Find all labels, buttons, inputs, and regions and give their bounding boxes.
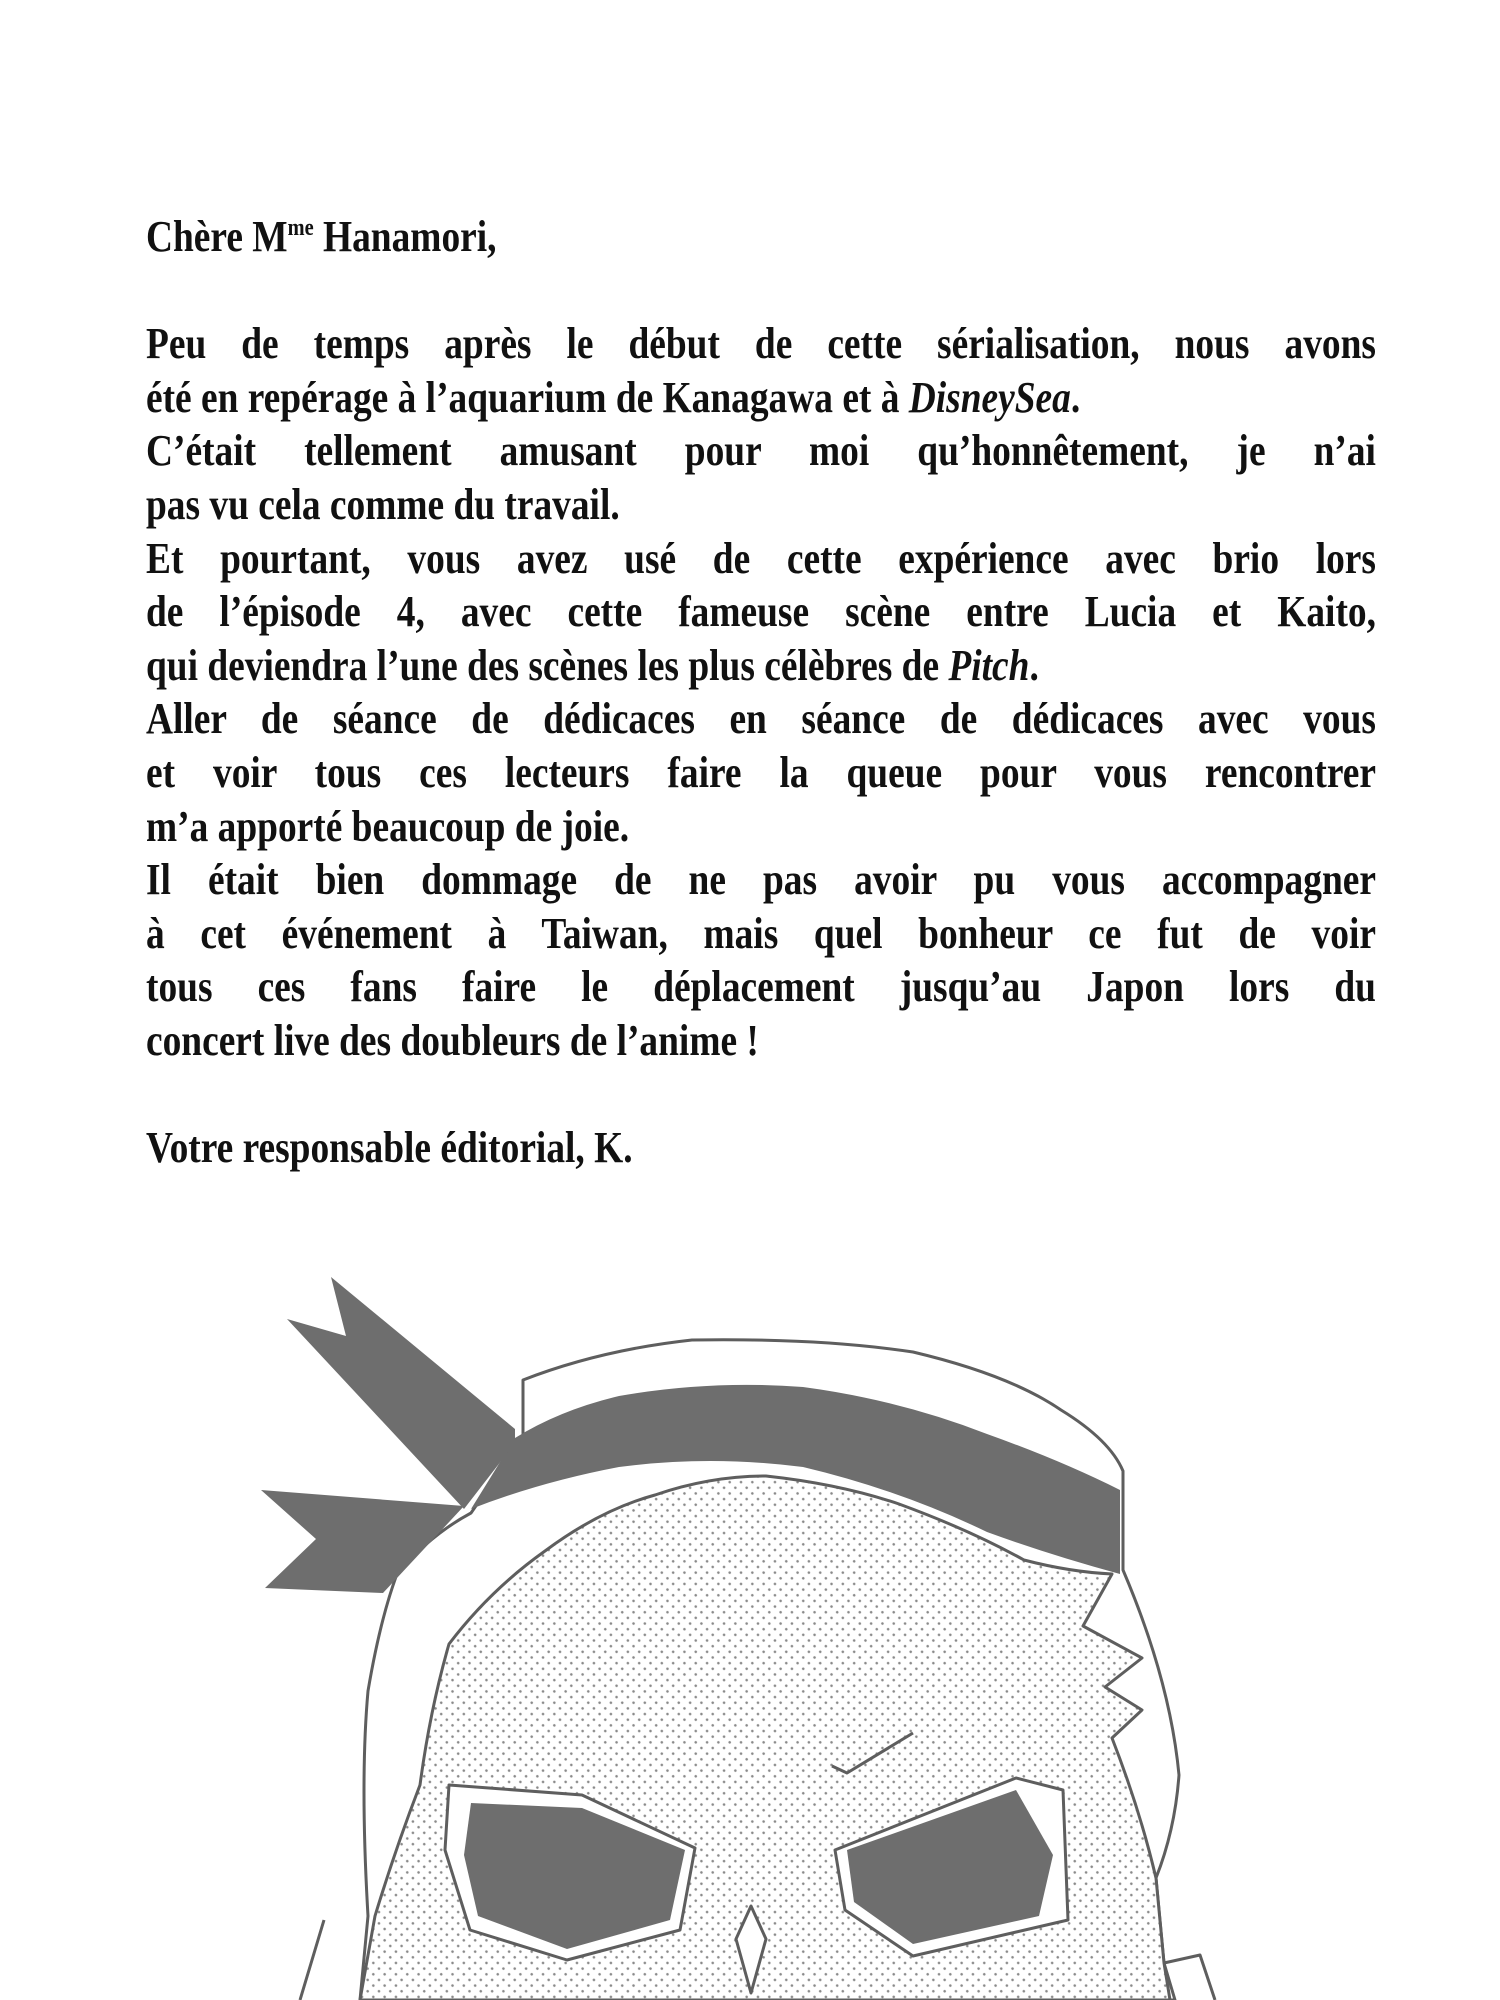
hand-left xyxy=(300,1920,324,2000)
letter-line: pas vu cela comme du travail. xyxy=(146,479,620,529)
letter-line: Aller de séance de dédicaces en séance de dédicaces avec vous xyxy=(146,694,1376,744)
signature: Votre responsable éditorial, K. xyxy=(146,1123,633,1173)
letter-line: m’a apporté beaucoup de joie. xyxy=(146,801,630,851)
letter-line: concert live des doubleurs de l’anime ! xyxy=(146,1015,759,1065)
letter-line: été en repérage à l’aquarium de Kanagawa et à DisneySea. xyxy=(146,372,1081,422)
letter-line: Peu de temps après le début de cette sérialisation, nous avons xyxy=(146,319,1376,369)
letter-line: C’était tellement amusant pour moi qu’honnêtement, je n’ai xyxy=(146,426,1376,476)
greeting: Chère $M^{me}$ Hanamori, xyxy=(146,212,497,261)
letter-line: de l’épisode 4, avec cette fameuse scène entre Lucia et Kaito, xyxy=(146,587,1376,637)
italic-title: Pitch xyxy=(948,640,1030,690)
letter-line: Et pourtant, vous avez usé de cette expérience avec brio lors xyxy=(146,533,1376,583)
letter-line: Il était bien dommage de ne pas avoir pu vous accompagner xyxy=(146,855,1376,905)
letter-line: qui deviendra l’une des scènes les plus célèbres de Pitch. xyxy=(146,640,1039,690)
italic-title: DisneySea xyxy=(908,372,1071,422)
letter-line: à cet événement à Taiwan, mais quel bonheur ce fut de voir xyxy=(146,908,1376,958)
letter-line: tous ces fans faire le déplacement jusqu’au Japon lors du xyxy=(146,962,1376,1012)
ribbon-upper xyxy=(287,1277,515,1509)
superscript-me: me xyxy=(287,215,314,241)
letter-line: et voir tous ces lecteurs faire la queue pour vous rencontrer xyxy=(146,747,1376,797)
